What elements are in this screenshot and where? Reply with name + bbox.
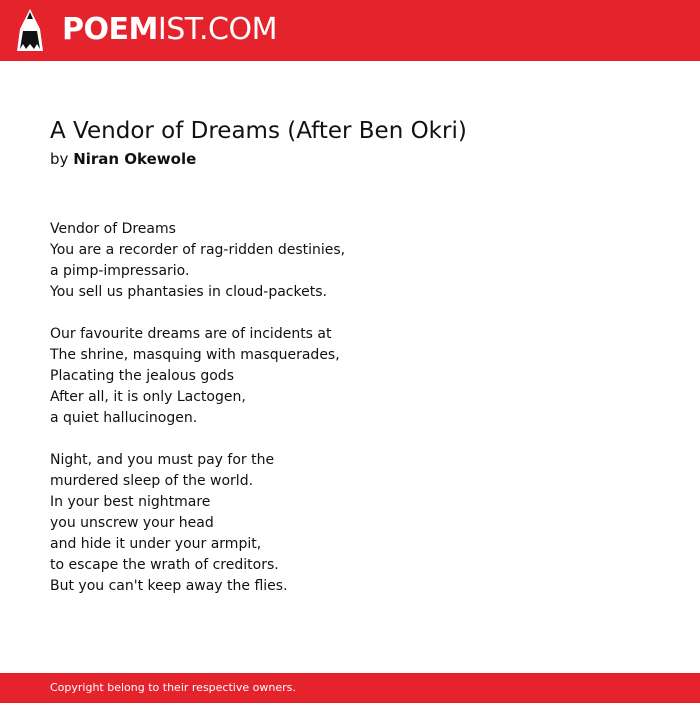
- poem-line: Our favourite dreams are of incidents at: [50, 326, 332, 342]
- poem-body: [50, 219, 650, 618]
- logo-text-bold: POEM: [62, 12, 158, 47]
- poem-title: A Vendor of Dreams (After Ben Okri): [50, 118, 467, 144]
- poem-line: and hide it under your armpit,: [50, 536, 262, 552]
- copyright-notice: Copyright belong to their respective owners.: [50, 681, 296, 694]
- site-logo[interactable]: [62, 12, 277, 48]
- poem-line: Vendor of Dreams: [50, 221, 176, 237]
- poem-line: In your best nightmare: [50, 494, 211, 510]
- poem-line: After all, it is only Lactogen,: [50, 389, 246, 405]
- poem-line: a quiet hallucinogen.: [50, 410, 198, 426]
- poem-line: to escape the wrath of creditors.: [50, 557, 279, 573]
- poem-line: But you can't keep away the flies.: [50, 578, 288, 594]
- author-name: Niran Okewole: [73, 150, 197, 168]
- stanza: [50, 450, 650, 597]
- poem-line: you unscrew your head: [50, 515, 214, 531]
- poem-line: murdered sleep of the world.: [50, 473, 254, 489]
- logo-text-light: IST.COM: [157, 12, 277, 47]
- pencil-nib-icon[interactable]: [17, 9, 43, 51]
- poem-line: Night, and you must pay for the: [50, 452, 275, 468]
- stanza: [50, 324, 650, 429]
- by-label: by: [50, 150, 69, 168]
- stanza: [50, 219, 650, 303]
- byline: [50, 148, 196, 170]
- site-header: [0, 0, 700, 61]
- poem-line: You are a recorder of rag-ridden destinies,: [50, 242, 346, 258]
- poem-line: Placating the jealous gods: [50, 368, 234, 384]
- poem-line: The shrine, masquing with masquerades,: [50, 347, 340, 363]
- site-footer: [0, 673, 700, 703]
- poem-line: a pimp-impressario.: [50, 263, 190, 279]
- poem-line: You sell us phantasies in cloud-packets.: [50, 284, 327, 300]
